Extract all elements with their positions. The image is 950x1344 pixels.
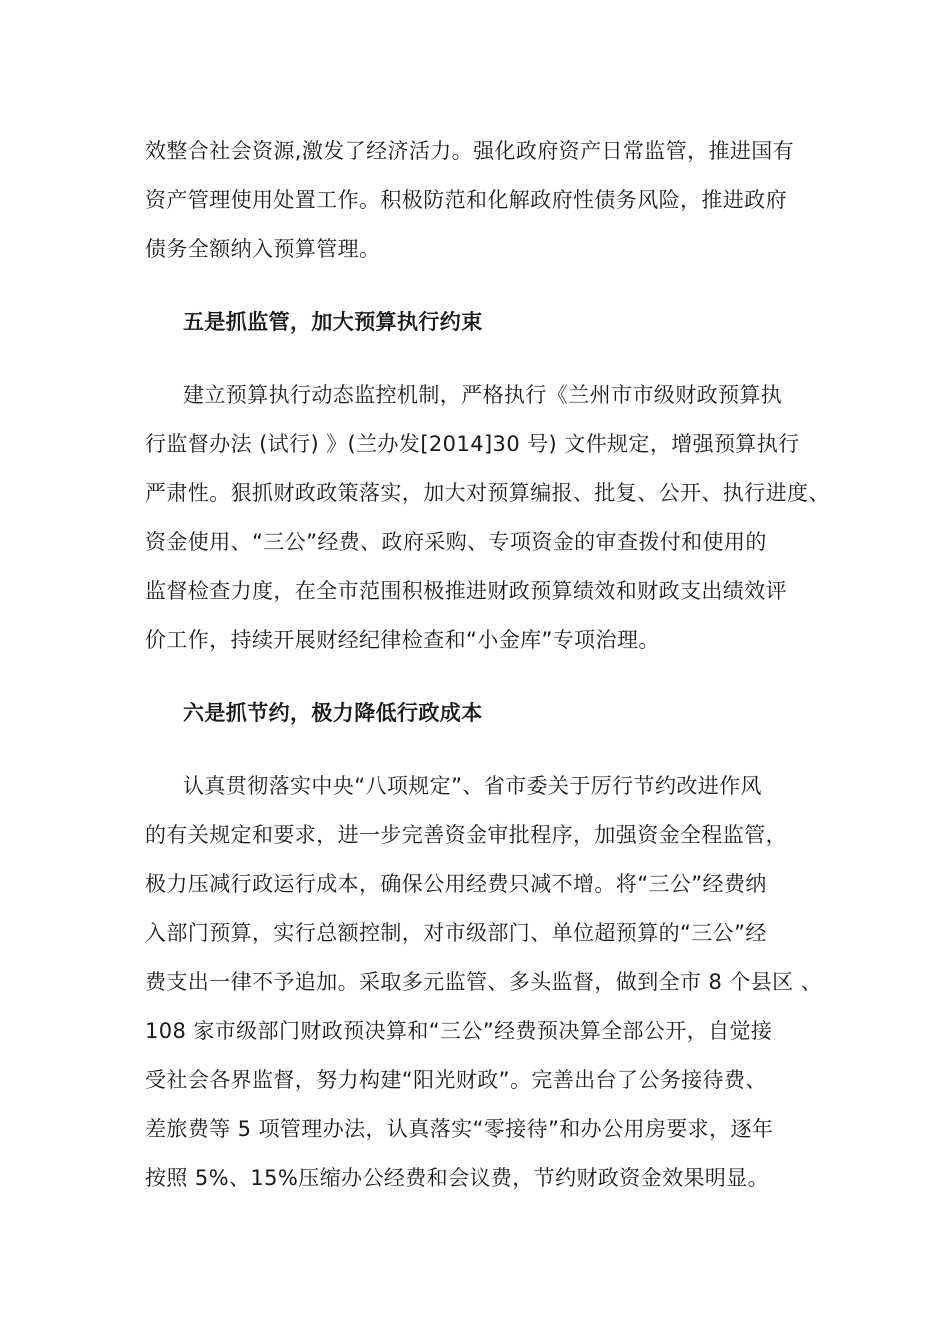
paragraph-gap bbox=[145, 274, 815, 298]
section-heading-supervision: 五是抓监管，加大预算执行约束 bbox=[183, 310, 483, 334]
text-line: 资金使用、“三公”经费、政府采购、专项资金的审查拨付和使用的 bbox=[145, 530, 767, 554]
text-line: 费支出一律不予追加。采取多元监管、多头监督，做到全市 8 个县区 、 bbox=[145, 970, 822, 994]
text-line: 108 家市级部门财政预决算和“三公”经费预决算全部公开，自觉接 bbox=[145, 1019, 773, 1043]
text-line: 按照 5%、15%压缩办公经费和会议费，节约财政资金效果明显。 bbox=[145, 1166, 770, 1190]
document-body bbox=[145, 127, 830, 1203]
section-heading-economy: 六是抓节约，极力降低行政成本 bbox=[183, 701, 483, 725]
paragraph-gap bbox=[145, 665, 815, 689]
paragraph-cost-reduction bbox=[145, 762, 822, 1203]
text-line: 效整合社会资源,激发了经济活力。强化政府资产日常监管，推进国有 bbox=[145, 139, 795, 163]
text-line: 受社会各界监督，努力构建“阳光财政”。完善出台了公务接待费、 bbox=[145, 1068, 767, 1092]
text-line: 建立预算执行动态监控机制，严格执行《兰州市市级财政预算执 bbox=[183, 383, 783, 407]
paragraph-budget-supervision bbox=[145, 371, 830, 665]
paragraph-gap bbox=[145, 347, 815, 371]
text-line: 债务全额纳入预算管理。 bbox=[145, 237, 381, 261]
text-line: 严肃性。狠抓财政政策落实，加大对预算编报、批复、公开、执行进度、 bbox=[145, 481, 830, 505]
text-line: 极力压减行政运行成本，确保公用经费只减不增。将“三公”经费纳 bbox=[145, 872, 767, 896]
text-line: 的有关规定和要求，进一步完善资金审批程序，加强资金全程监管， bbox=[145, 823, 787, 847]
text-line: 价工作，持续开展财经纪律检查和“小金库”专项治理。 bbox=[145, 628, 660, 652]
text-line: 监督检查力度，在全市范围积极推进财政预算绩效和财政支出绩效评 bbox=[145, 579, 787, 603]
text-line: 资产管理使用处置工作。积极防范和化解政府性债务风险，推进政府 bbox=[145, 188, 787, 212]
text-line: 行监督办法 (试行) 》(兰办发[2014]30 号) 文件规定，增强预算执行 bbox=[145, 432, 800, 456]
text-line: 差旅费等 5 项管理办法，认真落实“零接待”和办公用房要求，逐年 bbox=[145, 1117, 774, 1141]
text-line: 入部门预算，实行总额控制，对市级部门、单位超预算的“三公”经 bbox=[145, 921, 767, 945]
paragraph-gap bbox=[145, 738, 815, 762]
text-line: 认真贯彻落实中央“八项规定”、省市委关于厉行节约改进作风 bbox=[183, 774, 762, 798]
paragraph-asset-management bbox=[145, 127, 815, 274]
